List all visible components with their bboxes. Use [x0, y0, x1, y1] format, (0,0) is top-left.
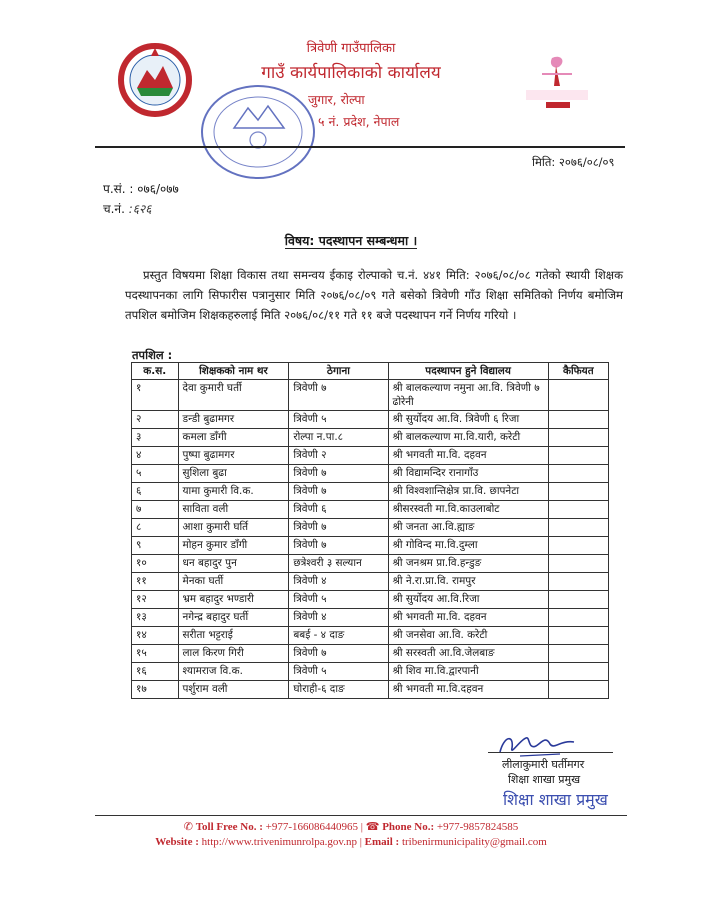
cell-address: त्रिवेणी २ — [289, 447, 388, 465]
toll-label: Toll Free No. : — [195, 821, 263, 833]
cell-name: पुष्पा बुढामगर — [178, 447, 289, 465]
cell-address: त्रिवेणी ७ — [289, 380, 388, 411]
signatory-stamp: शिक्षा शाखा प्रमुख — [503, 790, 608, 809]
ps-value: : ०७६/०७७ — [129, 182, 179, 196]
posting-table — [131, 362, 609, 699]
cell-sn: ७ — [132, 501, 179, 519]
cell-school: श्री शिव मा.वि.द्वारपानी — [388, 663, 548, 681]
subject-text: विषय: पदस्थापन सम्बन्धमा । — [284, 233, 418, 248]
table-row — [132, 573, 609, 591]
cell-address: त्रिवेणी ४ — [289, 573, 388, 591]
office-address: जुगार, रोल्पा — [308, 92, 365, 107]
header-rule — [95, 146, 625, 148]
cell-address: त्रिवेणी ५ — [289, 591, 388, 609]
cell-remarks — [548, 591, 608, 609]
signatory-name: लीलाकुमारी घर्तीमगर — [502, 758, 585, 771]
cell-sn: ८ — [132, 519, 179, 537]
table-row — [132, 447, 609, 465]
cell-remarks — [548, 429, 608, 447]
cell-address: त्रिवेणी ५ — [289, 663, 388, 681]
cell-sn: ४ — [132, 447, 179, 465]
cell-school: श्री सुर्योदय आ.वि. त्रिवेणी ६ रिजा — [388, 411, 548, 429]
cell-remarks — [548, 573, 608, 591]
chn-label: च.नं. — [103, 202, 125, 216]
cell-name: भ्रम बहादुर भण्डारी — [178, 591, 289, 609]
cell-address: छत्रेश्वरी ३ सल्यान — [289, 555, 388, 573]
cell-name: साविता वली — [178, 501, 289, 519]
cell-school: श्री जनसेवा आ.वि. करेटी — [388, 627, 548, 645]
cell-school: श्री जनश्रम प्रा.वि.हन्डुङ — [388, 555, 548, 573]
cell-address: त्रिवेणी ७ — [289, 519, 388, 537]
cell-school: श्री बालकल्याण मा.वि.यारी, करेटी — [388, 429, 548, 447]
cell-name: यामा कुमारी वि.क. — [178, 483, 289, 501]
table-row — [132, 609, 609, 627]
cell-name: नगेन्द्र बहादुर घर्ती — [178, 609, 289, 627]
web-link[interactable]: http://www.trivenimunrolpa.gov.np — [201, 836, 357, 848]
cell-remarks — [548, 627, 608, 645]
cell-name: श्यामराज वि.क. — [178, 663, 289, 681]
cell-sn: ९ — [132, 537, 179, 555]
cell-remarks — [548, 465, 608, 483]
cell-name: मोहन कुमार डाँगी — [178, 537, 289, 555]
col-header-address: ठेगाना — [289, 363, 388, 380]
cell-address: घोराही-६ दाङ — [289, 681, 388, 699]
email-link[interactable]: tribenirmunicipality@gmail.com — [401, 836, 547, 848]
municipality-name: त्रिवेणी गाउँपालिका — [306, 41, 396, 56]
table-row — [132, 483, 609, 501]
visit-nepal-2020-logo — [522, 52, 592, 110]
table-row — [132, 627, 609, 645]
cell-name: पर्शुराम वली — [178, 681, 289, 699]
cell-sn: १४ — [132, 627, 179, 645]
cell-name: धन बहादुर पुन — [178, 555, 289, 573]
telephone-icon: ☎ — [365, 821, 383, 833]
table-row — [132, 519, 609, 537]
table-row — [132, 411, 609, 429]
footer-web — [0, 836, 702, 848]
cell-address: त्रिवेणी ६ — [289, 501, 388, 519]
ps-line — [103, 180, 179, 197]
table-row — [132, 591, 609, 609]
cell-sn: २ — [132, 411, 179, 429]
body-paragraph: प्रस्तुत विषयमा शिक्षा विकास तथा समन्वय ईकाइ रोल्पाको च.नं. ४४१ मिति: २०७६/०८/०८ गतेको स्थायी शिक्षक पदस्थापनका लागि सिफारीस पत्रानुसार मिति २०७६/०८/०९ गते बसेको त्रिवेणी गाँउ शिक्षा समितिको निर्णय बमोजिम तपशिल बमोजिम शिक्षकहरुलाई मिति २०७६/०८/११ गते ११ बजे पदस्थापन गर्ने निर्णय गरियो । — [125, 268, 623, 322]
office-round-stamp — [196, 78, 328, 186]
cell-school: श्री भगवती मा.वि.दहवन — [388, 681, 548, 699]
cell-remarks — [548, 681, 608, 699]
col-header-school: पदस्थापन हुने विद्यालय — [388, 363, 548, 380]
cell-name: आशा कुमारी घर्ति — [178, 519, 289, 537]
toll-value: +977-166086440965 — [265, 821, 359, 833]
cell-address: त्रिवेणी ७ — [289, 465, 388, 483]
col-header-sn: क.स. — [132, 363, 179, 380]
table-row — [132, 663, 609, 681]
cell-school: श्री विद्यामन्दिर रानागाँउ — [388, 465, 548, 483]
footer-separator-2: | — [359, 836, 365, 848]
cell-school: श्रीसरस्वती मा.वि.काउलाबोट — [388, 501, 548, 519]
cell-name: कमला डाँगी — [178, 429, 289, 447]
cell-sn: ३ — [132, 429, 179, 447]
table-row — [132, 681, 609, 699]
footer-rule — [95, 815, 627, 816]
footer-contact — [0, 820, 702, 833]
cell-address: बबई - ४ दाङ — [289, 627, 388, 645]
chn-value: :६२६ — [128, 202, 152, 216]
cell-remarks — [548, 501, 608, 519]
email-label: Email : — [364, 836, 400, 848]
phone-value: +977-9857824585 — [436, 821, 519, 833]
cell-sn: ५ — [132, 465, 179, 483]
cell-remarks — [548, 537, 608, 555]
cell-remarks — [548, 411, 608, 429]
cell-remarks — [548, 380, 608, 411]
cell-remarks — [548, 609, 608, 627]
cell-school: श्री ने.रा.प्रा.वि. रामपुर — [388, 573, 548, 591]
col-header-name: शिक्षकको नाम थर — [178, 363, 289, 380]
subject-line — [0, 232, 702, 249]
cell-name: सुशिला बुढा — [178, 465, 289, 483]
table-body — [132, 380, 609, 699]
cell-sn: १० — [132, 555, 179, 573]
cell-remarks — [548, 663, 608, 681]
cell-remarks — [548, 555, 608, 573]
cell-sn: १२ — [132, 591, 179, 609]
ps-label: प.सं. — [103, 182, 126, 196]
cell-address: त्रिवेणी ५ — [289, 411, 388, 429]
phone-icon: ✆ — [183, 821, 196, 833]
signature-line — [488, 752, 613, 753]
table-header-row — [132, 363, 609, 380]
cell-name: लाल किरण गिरी — [178, 645, 289, 663]
cell-remarks — [548, 645, 608, 663]
cell-sn: १७ — [132, 681, 179, 699]
cell-name: देवा कुमारी घर्ती — [178, 380, 289, 411]
cell-school: श्री सुर्योदय आ.वि.रिजा — [388, 591, 548, 609]
table-row — [132, 465, 609, 483]
table-row — [132, 555, 609, 573]
cell-sn: १५ — [132, 645, 179, 663]
signatory-title: शिक्षा शाखा प्रमुख — [508, 773, 581, 786]
office-province: ५ नं. प्रदेश, नेपाल — [318, 114, 400, 129]
cell-school: श्री गोविन्द मा.वि.दुम्ला — [388, 537, 548, 555]
cell-name: मेनका घर्ती — [178, 573, 289, 591]
cell-school: श्री जनता आ.वि.ह्याङ — [388, 519, 548, 537]
phone-label: Phone No.: — [382, 821, 435, 833]
letter-date: मिति: २०७६/०८/०९ — [532, 155, 615, 169]
table-row — [132, 645, 609, 663]
cell-remarks — [548, 519, 608, 537]
cell-sn: ११ — [132, 573, 179, 591]
footer-separator: | — [360, 821, 366, 833]
cell-remarks — [548, 483, 608, 501]
table-label: तपशिल : — [132, 348, 173, 362]
cell-sn: ६ — [132, 483, 179, 501]
cell-address: त्रिवेणी ७ — [289, 483, 388, 501]
web-label: Website : — [155, 836, 199, 848]
cell-school: श्री भगवती मा.वि. दहवन — [388, 447, 548, 465]
cell-address: त्रिवेणी ७ — [289, 645, 388, 663]
cell-name: डन्डी बुढामगर — [178, 411, 289, 429]
cell-name: सरीता भट्टराई — [178, 627, 289, 645]
office-name: गाउँ कार्यपालिकाको कार्यालय — [261, 63, 441, 83]
cell-school: श्री विश्वशान्तिक्षेत्र प्रा.वि. छापनेटा — [388, 483, 548, 501]
cell-school: श्री सरस्वती आ.वि.जेलबाङ — [388, 645, 548, 663]
table-row — [132, 429, 609, 447]
cell-remarks — [548, 447, 608, 465]
chn-line — [103, 200, 152, 217]
table-row — [132, 501, 609, 519]
cell-address: त्रिवेणी ४ — [289, 609, 388, 627]
cell-school: श्री बालकल्याण नमुना आ.वि. त्रिवेणी ७ ढोरेनी — [388, 380, 548, 411]
cell-school: श्री भगवती मा.वि. दहवन — [388, 609, 548, 627]
table-row — [132, 537, 609, 555]
cell-sn: १३ — [132, 609, 179, 627]
cell-sn: १६ — [132, 663, 179, 681]
col-header-remarks: कैफियत — [548, 363, 608, 380]
cell-address: त्रिवेणी ७ — [289, 537, 388, 555]
cell-address: रोल्पा न.पा.८ — [289, 429, 388, 447]
table-row — [132, 380, 609, 411]
cell-sn: १ — [132, 380, 179, 411]
